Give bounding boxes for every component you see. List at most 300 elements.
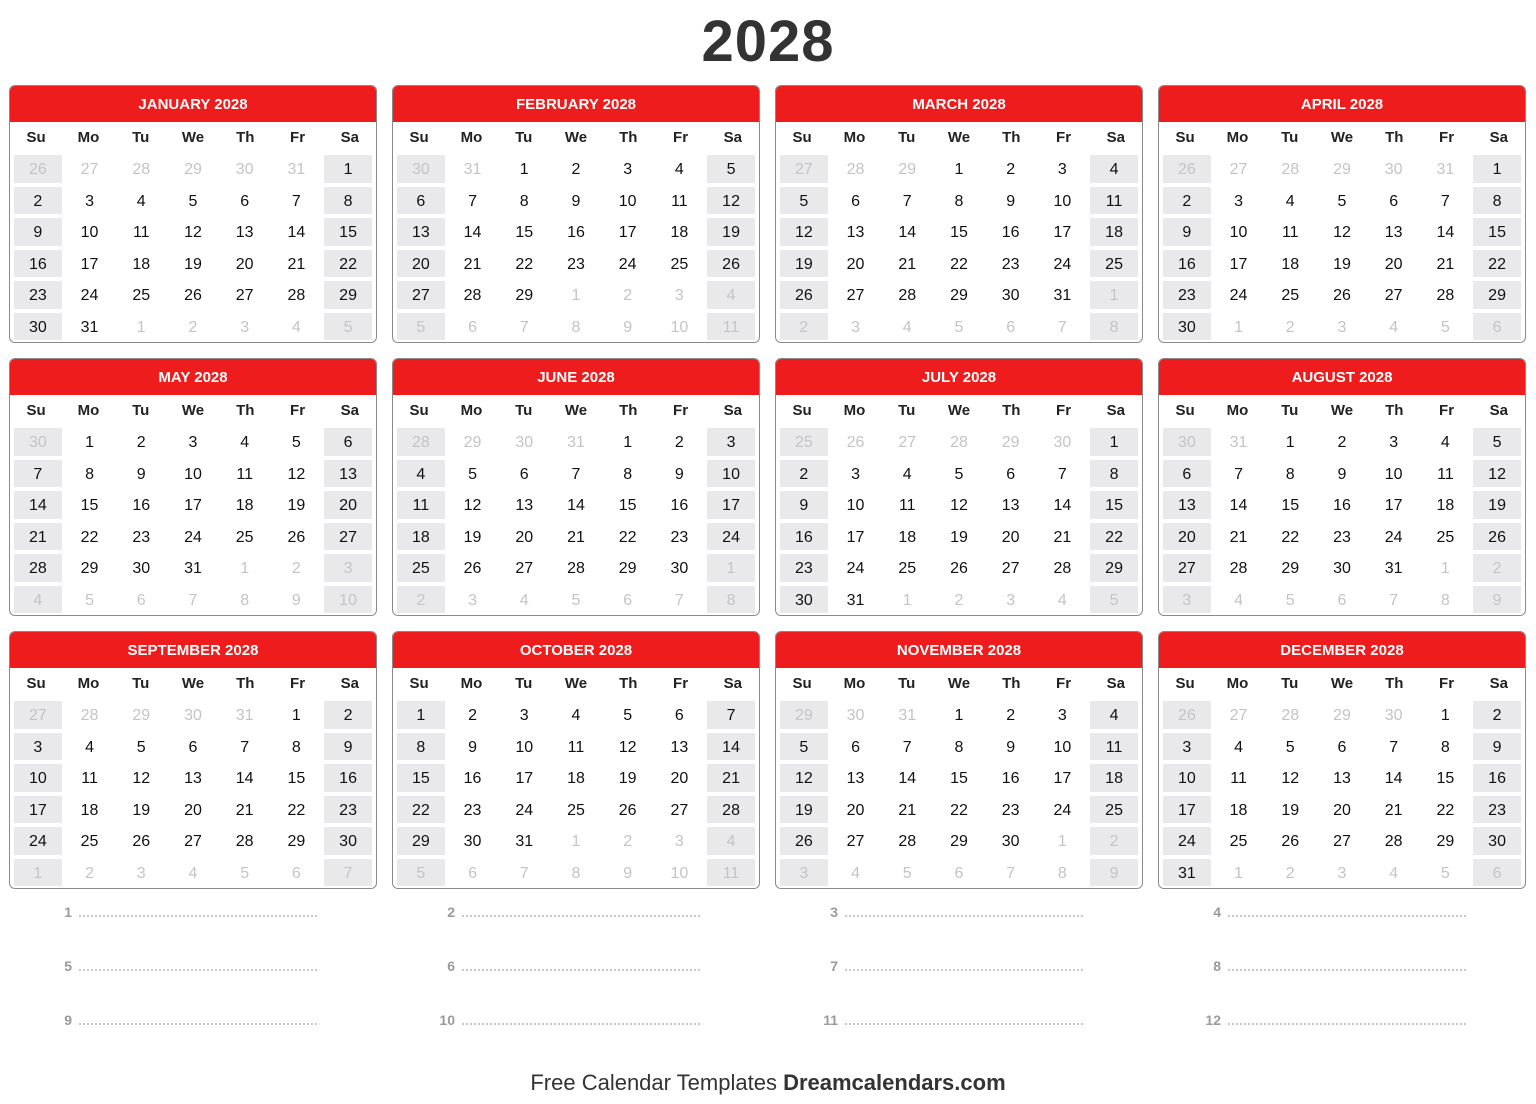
day-cell-adjacent: 3 <box>778 857 830 889</box>
weekday-label: Sa <box>723 675 742 692</box>
day-cell: 7 <box>447 185 499 217</box>
weekday-row <box>776 395 1142 426</box>
day-cell: 29 <box>64 552 116 584</box>
day-cell: 1 <box>1088 426 1140 458</box>
day-cell: 31 <box>167 552 219 584</box>
weekday-label: Mo <box>1226 129 1249 146</box>
day-cell: 5 <box>1264 731 1316 763</box>
day-cell: 24 <box>830 552 882 584</box>
day-cell: 23 <box>322 794 374 826</box>
day-cell: 15 <box>602 489 654 521</box>
day-cell: 6 <box>1161 458 1213 490</box>
day-cell-adjacent: 28 <box>115 153 167 185</box>
days-grid <box>776 699 1142 888</box>
day-cell: 30 <box>1316 552 1368 584</box>
day-cell: 25 <box>1264 279 1316 311</box>
day-cell: 19 <box>1471 489 1523 521</box>
day-cell: 17 <box>1213 248 1265 280</box>
day-cell: 12 <box>167 216 219 248</box>
day-cell: 27 <box>1368 279 1420 311</box>
day-cell: 5 <box>447 458 499 490</box>
day-cell: 1 <box>933 699 985 731</box>
day-cell-adjacent: 8 <box>705 584 757 616</box>
day-cell: 9 <box>550 185 602 217</box>
dotted-line <box>461 969 701 971</box>
month-title: AUGUST 2028 <box>1159 359 1525 395</box>
day-cell: 9 <box>778 489 830 521</box>
day-cell: 20 <box>830 248 882 280</box>
weekday-label: Sa <box>340 402 359 419</box>
weekday-row <box>1159 395 1525 426</box>
day-cell: 1 <box>1264 426 1316 458</box>
day-cell: 7 <box>1213 458 1265 490</box>
weekday-label: Su <box>792 402 812 419</box>
day-cell: 21 <box>550 521 602 553</box>
day-cell: 2 <box>1316 426 1368 458</box>
day-cell-adjacent: 27 <box>12 699 64 731</box>
note-line <box>1201 900 1467 920</box>
day-cell-adjacent: 26 <box>1161 699 1213 731</box>
day-cell: 3 <box>167 426 219 458</box>
day-cell: 3 <box>1213 185 1265 217</box>
day-cell: 29 <box>1088 552 1140 584</box>
day-cell: 11 <box>64 762 116 794</box>
day-cell: 6 <box>654 699 706 731</box>
day-cell-adjacent: 2 <box>1471 552 1523 584</box>
day-cell: 4 <box>1213 731 1265 763</box>
days-grid <box>393 153 759 342</box>
day-cell: 28 <box>1213 552 1265 584</box>
day-cell: 10 <box>12 762 64 794</box>
weekday-label: Tu <box>132 129 150 146</box>
day-cell: 8 <box>602 458 654 490</box>
day-cell: 7 <box>271 185 323 217</box>
day-cell-adjacent: 5 <box>881 857 933 889</box>
day-cell-adjacent: 4 <box>1037 584 1089 616</box>
day-cell-adjacent: 28 <box>395 426 447 458</box>
day-cell: 26 <box>1316 279 1368 311</box>
day-cell: 18 <box>1088 762 1140 794</box>
dotted-line <box>1227 1023 1467 1025</box>
day-cell: 24 <box>64 279 116 311</box>
day-cell: 4 <box>1088 699 1140 731</box>
day-cell-adjacent: 1 <box>705 552 757 584</box>
day-cell: 18 <box>64 794 116 826</box>
day-cell: 18 <box>1088 216 1140 248</box>
day-cell: 2 <box>550 153 602 185</box>
day-cell-adjacent: 7 <box>498 857 550 889</box>
dotted-line <box>844 1023 1084 1025</box>
day-cell-adjacent: 5 <box>1088 584 1140 616</box>
day-cell: 29 <box>933 825 985 857</box>
weekday-label: Th <box>619 402 638 419</box>
dotted-line <box>78 969 318 971</box>
note-line <box>52 1008 318 1028</box>
day-cell-adjacent: 3 <box>115 857 167 889</box>
day-cell: 14 <box>881 762 933 794</box>
day-cell-adjacent: 9 <box>1471 584 1523 616</box>
day-cell: 28 <box>881 279 933 311</box>
dotted-line <box>78 1023 318 1025</box>
day-cell-adjacent: 1 <box>881 584 933 616</box>
day-cell: 15 <box>64 489 116 521</box>
note-number: 9 <box>64 1012 72 1028</box>
footer-text: Free Calendar Templates <box>530 1070 784 1095</box>
day-cell: 9 <box>1471 731 1523 763</box>
day-cell: 2 <box>1471 699 1523 731</box>
day-cell-adjacent: 28 <box>64 699 116 731</box>
weekday-label: Mo <box>1226 402 1249 419</box>
day-cell-adjacent: 4 <box>167 857 219 889</box>
day-cell: 4 <box>1088 153 1140 185</box>
day-cell: 4 <box>881 458 933 490</box>
day-cell-adjacent: 27 <box>881 426 933 458</box>
day-cell: 25 <box>881 552 933 584</box>
day-cell: 4 <box>1264 185 1316 217</box>
day-cell-adjacent: 1 <box>1213 857 1265 889</box>
weekday-label: Su <box>792 129 812 146</box>
weekday-label: Su <box>1175 675 1195 692</box>
day-cell: 2 <box>322 699 374 731</box>
day-cell: 27 <box>167 825 219 857</box>
day-cell: 26 <box>1264 825 1316 857</box>
day-cell-adjacent: 30 <box>1037 426 1089 458</box>
day-cell: 23 <box>1316 521 1368 553</box>
weekday-label: Su <box>1175 402 1195 419</box>
day-cell: 10 <box>705 458 757 490</box>
dotted-line <box>844 915 1084 917</box>
day-cell-adjacent: 4 <box>881 311 933 343</box>
dotted-line <box>78 915 318 917</box>
day-cell-adjacent: 2 <box>1264 857 1316 889</box>
day-cell: 31 <box>498 825 550 857</box>
day-cell: 6 <box>167 731 219 763</box>
day-cell: 23 <box>985 248 1037 280</box>
day-cell: 16 <box>550 216 602 248</box>
day-cell: 28 <box>550 552 602 584</box>
footer-brand: Dreamcalendars.com <box>783 1070 1006 1095</box>
month-title: MARCH 2028 <box>776 86 1142 122</box>
days-grid <box>393 699 759 888</box>
weekday-row <box>10 395 376 426</box>
month-block <box>9 85 377 343</box>
day-cell: 16 <box>985 216 1037 248</box>
day-cell: 27 <box>498 552 550 584</box>
month-block <box>775 358 1143 616</box>
day-cell: 26 <box>447 552 499 584</box>
day-cell: 17 <box>64 248 116 280</box>
day-cell: 1 <box>64 426 116 458</box>
day-cell-adjacent: 8 <box>1088 311 1140 343</box>
day-cell-adjacent: 6 <box>985 311 1037 343</box>
day-cell-adjacent: 2 <box>395 584 447 616</box>
weekday-label: Sa <box>1489 675 1508 692</box>
day-cell-adjacent: 29 <box>115 699 167 731</box>
day-cell: 13 <box>830 216 882 248</box>
day-cell: 20 <box>219 248 271 280</box>
day-cell: 10 <box>602 185 654 217</box>
day-cell: 20 <box>498 521 550 553</box>
day-cell-adjacent: 30 <box>1368 153 1420 185</box>
day-cell: 6 <box>498 458 550 490</box>
day-cell: 23 <box>550 248 602 280</box>
day-cell: 16 <box>115 489 167 521</box>
day-cell: 21 <box>881 794 933 826</box>
weekday-label: Fr <box>290 129 306 146</box>
day-cell: 13 <box>498 489 550 521</box>
note-number: 11 <box>823 1012 838 1028</box>
note-line <box>818 1008 1084 1028</box>
day-cell-adjacent: 31 <box>1213 426 1265 458</box>
weekday-label: Su <box>26 129 46 146</box>
day-cell: 3 <box>498 699 550 731</box>
weekday-label: Tu <box>132 402 150 419</box>
day-cell: 23 <box>654 521 706 553</box>
day-cell-adjacent: 6 <box>1316 584 1368 616</box>
day-cell: 20 <box>322 489 374 521</box>
day-cell-adjacent: 9 <box>1088 857 1140 889</box>
day-cell-adjacent: 28 <box>1264 699 1316 731</box>
weekday-label: Th <box>1385 675 1404 692</box>
month-block <box>392 358 760 616</box>
day-cell: 21 <box>1037 521 1089 553</box>
day-cell-adjacent: 5 <box>219 857 271 889</box>
day-cell: 26 <box>933 552 985 584</box>
weekday-row <box>393 668 759 699</box>
day-cell: 13 <box>830 762 882 794</box>
day-cell: 14 <box>447 216 499 248</box>
day-cell-adjacent: 7 <box>322 857 374 889</box>
weekday-label: Sa <box>723 129 742 146</box>
day-cell: 23 <box>1471 794 1523 826</box>
weekday-label: Tu <box>515 402 533 419</box>
note-line <box>1201 1008 1467 1028</box>
weekday-label: Su <box>409 675 429 692</box>
day-cell: 8 <box>498 185 550 217</box>
day-cell: 25 <box>1088 794 1140 826</box>
day-cell: 9 <box>322 731 374 763</box>
weekday-label: We <box>564 402 588 419</box>
day-cell-adjacent: 4 <box>1368 857 1420 889</box>
day-cell: 28 <box>219 825 271 857</box>
day-cell: 18 <box>550 762 602 794</box>
weekday-label: Fr <box>290 675 306 692</box>
day-cell: 23 <box>447 794 499 826</box>
day-cell: 9 <box>12 216 64 248</box>
weekday-row <box>1159 668 1525 699</box>
day-cell: 7 <box>705 699 757 731</box>
weekday-label: Su <box>409 402 429 419</box>
weekday-label: Sa <box>340 129 359 146</box>
day-cell: 3 <box>64 185 116 217</box>
day-cell: 1 <box>1471 153 1523 185</box>
day-cell-adjacent: 2 <box>933 584 985 616</box>
note-line <box>818 954 1084 974</box>
day-cell-adjacent: 27 <box>64 153 116 185</box>
weekday-label: Fr <box>673 675 689 692</box>
day-cell: 14 <box>1037 489 1089 521</box>
day-cell: 21 <box>1368 794 1420 826</box>
day-cell: 24 <box>498 794 550 826</box>
weekday-label: Mo <box>843 402 866 419</box>
day-cell: 29 <box>498 279 550 311</box>
day-cell-adjacent: 8 <box>1037 857 1089 889</box>
day-cell: 22 <box>1420 794 1472 826</box>
weekday-label: Fr <box>1056 675 1072 692</box>
day-cell-adjacent: 30 <box>830 699 882 731</box>
day-cell: 28 <box>12 552 64 584</box>
weekday-label: We <box>1330 129 1354 146</box>
day-cell: 14 <box>1213 489 1265 521</box>
day-cell: 30 <box>654 552 706 584</box>
note-number: 10 <box>439 1012 455 1028</box>
day-cell: 17 <box>1037 762 1089 794</box>
weekday-label: Tu <box>132 675 150 692</box>
day-cell: 12 <box>778 216 830 248</box>
day-cell: 2 <box>985 153 1037 185</box>
day-cell-adjacent: 11 <box>705 857 757 889</box>
day-cell-adjacent: 7 <box>1037 311 1089 343</box>
days-grid <box>10 426 376 615</box>
days-grid <box>1159 153 1525 342</box>
day-cell-adjacent: 2 <box>778 311 830 343</box>
day-cell-adjacent: 5 <box>322 311 374 343</box>
day-cell: 28 <box>705 794 757 826</box>
day-cell-adjacent: 27 <box>778 153 830 185</box>
day-cell: 11 <box>395 489 447 521</box>
weekday-label: Su <box>409 129 429 146</box>
day-cell: 29 <box>271 825 323 857</box>
day-cell: 17 <box>602 216 654 248</box>
weekday-label: We <box>947 402 971 419</box>
day-cell: 11 <box>550 731 602 763</box>
day-cell: 25 <box>219 521 271 553</box>
day-cell-adjacent: 3 <box>654 825 706 857</box>
day-cell: 22 <box>64 521 116 553</box>
day-cell-adjacent: 29 <box>985 426 1037 458</box>
day-cell: 12 <box>705 185 757 217</box>
day-cell: 13 <box>654 731 706 763</box>
day-cell: 24 <box>12 825 64 857</box>
month-block <box>1158 631 1526 889</box>
day-cell-adjacent: 8 <box>1420 584 1472 616</box>
dotted-line <box>461 1023 701 1025</box>
day-cell: 29 <box>602 552 654 584</box>
day-cell: 18 <box>395 521 447 553</box>
day-cell: 23 <box>985 794 1037 826</box>
weekday-row <box>10 668 376 699</box>
day-cell-adjacent: 28 <box>933 426 985 458</box>
day-cell: 21 <box>1213 521 1265 553</box>
day-cell: 10 <box>498 731 550 763</box>
day-cell: 22 <box>498 248 550 280</box>
day-cell: 4 <box>550 699 602 731</box>
day-cell-adjacent: 3 <box>1316 857 1368 889</box>
day-cell: 11 <box>881 489 933 521</box>
day-cell: 14 <box>12 489 64 521</box>
day-cell: 27 <box>654 794 706 826</box>
day-cell-adjacent: 3 <box>830 311 882 343</box>
day-cell: 24 <box>1161 825 1213 857</box>
day-cell: 2 <box>778 458 830 490</box>
day-cell-adjacent: 5 <box>1420 857 1472 889</box>
day-cell: 7 <box>550 458 602 490</box>
day-cell-adjacent: 6 <box>602 584 654 616</box>
day-cell-adjacent: 10 <box>322 584 374 616</box>
day-cell-adjacent: 3 <box>219 311 271 343</box>
day-cell: 27 <box>1316 825 1368 857</box>
day-cell: 27 <box>322 521 374 553</box>
day-cell: 5 <box>1471 426 1523 458</box>
day-cell: 6 <box>395 185 447 217</box>
day-cell: 6 <box>985 458 1037 490</box>
weekday-label: Th <box>236 129 255 146</box>
weekday-label: Tu <box>898 129 916 146</box>
day-cell: 6 <box>1316 731 1368 763</box>
month-title: FEBRUARY 2028 <box>393 86 759 122</box>
weekday-label: Th <box>1002 129 1021 146</box>
weekday-label: Tu <box>515 129 533 146</box>
weekday-label: Th <box>1002 402 1021 419</box>
day-cell: 30 <box>12 311 64 343</box>
day-cell: 16 <box>447 762 499 794</box>
day-cell: 17 <box>705 489 757 521</box>
day-cell: 12 <box>602 731 654 763</box>
day-cell: 15 <box>322 216 374 248</box>
month-block <box>9 631 377 889</box>
month-title: MAY 2028 <box>10 359 376 395</box>
day-cell: 10 <box>1037 731 1089 763</box>
day-cell: 8 <box>322 185 374 217</box>
day-cell: 20 <box>985 521 1037 553</box>
weekday-row <box>776 668 1142 699</box>
day-cell-adjacent: 4 <box>12 584 64 616</box>
day-cell-adjacent: 3 <box>1161 584 1213 616</box>
weekday-label: Tu <box>1281 675 1299 692</box>
day-cell: 12 <box>778 762 830 794</box>
day-cell-adjacent: 1 <box>219 552 271 584</box>
day-cell-adjacent: 5 <box>1420 311 1472 343</box>
month-title: JANUARY 2028 <box>10 86 376 122</box>
day-cell: 4 <box>395 458 447 490</box>
day-cell: 1 <box>933 153 985 185</box>
day-cell: 3 <box>1161 731 1213 763</box>
days-grid <box>1159 426 1525 615</box>
day-cell: 15 <box>1264 489 1316 521</box>
weekday-label: Su <box>1175 129 1195 146</box>
weekday-label: We <box>181 129 205 146</box>
weekday-label: Mo <box>843 675 866 692</box>
day-cell: 2 <box>654 426 706 458</box>
note-line <box>435 1008 701 1028</box>
day-cell-adjacent: 26 <box>1161 153 1213 185</box>
day-cell-adjacent: 31 <box>1420 153 1472 185</box>
day-cell-adjacent: 1 <box>1213 311 1265 343</box>
day-cell: 30 <box>985 279 1037 311</box>
day-cell-adjacent: 2 <box>64 857 116 889</box>
day-cell-adjacent: 30 <box>1161 426 1213 458</box>
day-cell: 28 <box>1037 552 1089 584</box>
day-cell-adjacent: 3 <box>322 552 374 584</box>
day-cell: 4 <box>1420 426 1472 458</box>
day-cell-adjacent: 30 <box>395 153 447 185</box>
day-cell-adjacent: 5 <box>395 311 447 343</box>
day-cell-adjacent: 4 <box>705 279 757 311</box>
day-cell: 24 <box>1037 794 1089 826</box>
days-grid <box>1159 699 1525 888</box>
day-cell-adjacent: 6 <box>933 857 985 889</box>
day-cell: 30 <box>447 825 499 857</box>
